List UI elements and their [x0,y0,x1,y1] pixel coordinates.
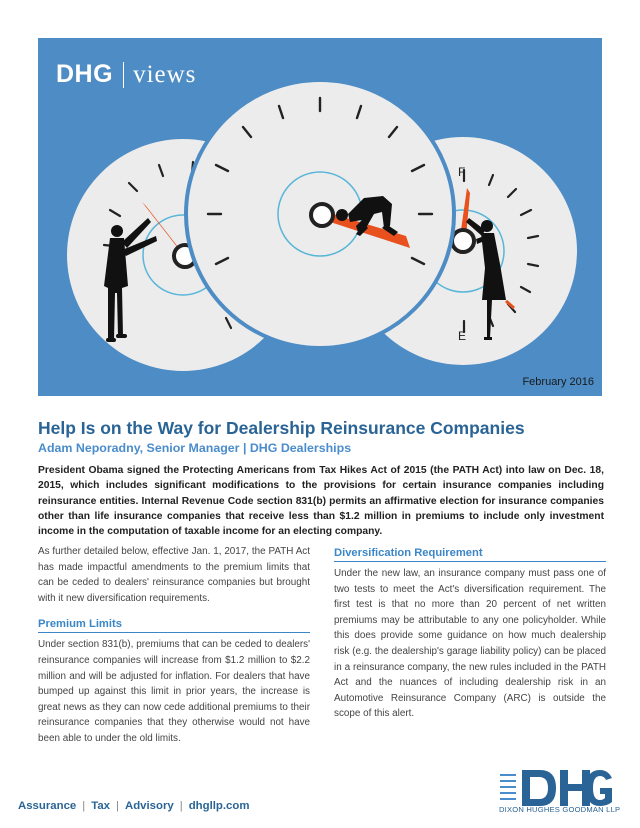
hero-banner [38,38,602,396]
intro-paragraph: As further detailed below, effective Jan. 1, 2017, the PATH Act has made impactful amendments to the premium limits that can be ceded to dealers' reinsurance companies but brought with it new diversification requirements. [38,546,310,604]
premium-limits-heading: Premium Limits [38,617,310,633]
brand-logo: DHG [56,60,114,88]
left-column [38,544,310,747]
gauges-illustration [38,38,602,396]
right-column [334,544,606,722]
article-byline: Adam Neporadny, Senior Manager | DHG Dealerships [38,441,352,455]
views-brand [56,60,196,89]
footer-link-website[interactable]: dhgllp.com [188,800,250,812]
brand-section: views [133,60,197,88]
publish-date: February 2016 [522,376,594,388]
footer-link-advisory[interactable]: Advisory [124,800,174,812]
article-title: Help Is on the Way for Dealership Reinsurance Companies [38,418,525,438]
article-lead: President Obama signed the Protecting Americans from Tax Hikes Act of 2015 (the PATH Act) into law on Dec. 18, 2015, which includes significant modifications to the provisions for certain insurance companies including reinsurance entities. Internal Revenue Code section 831(b) permits an affirmative election for insurance companies other than life insurance companies that receive less than $1.2 million in premiums to include only investment income in the computation of taxable income for an electing company. [38,465,604,538]
fuel-empty-label: E [458,329,467,343]
center-gauge [186,80,454,348]
logo-tagline: DIXON HUGHES GOODMAN LLP [499,805,621,814]
footer-separator: | [82,800,86,812]
footer-separator: | [116,800,119,812]
footer-links [18,800,249,812]
brand-divider [123,62,124,88]
footer-separator: | [179,800,183,812]
footer-link-tax[interactable]: Tax [91,800,111,812]
diversification-heading: Diversification Requirement [334,546,606,562]
premium-limits-body: Under section 831(b), premiums that can be ceded to dealers' reinsurance companies will increase from $1.2 million to $2.2 million and will be adjusted for inflation. For dealers that have bumped up against this limit in prior years, the increase is great news as they can now cede additional premiums to their reinsurance companies that they otherwise would not have been able to under the old limits. [38,639,310,744]
diversification-body: Under the new law, an insurance company must pass one of two tests to meet the Act's diversification requirement. The first test is that no more than 20 percent of net written premiums may be attributable to any one policyholder. While this does provide some guidance on how much dealership risk (e.g. the dealership's garage liability policy) can be placed in a reinsurance company, the new rules included in the PATH Act and the nuances of including dealership risk in an Automotive Reinsurance Company (ARC) is outside the scope of this alert. [334,568,606,720]
fuel-full-label: F [458,165,466,179]
footer-link-assurance[interactable]: Assurance [18,800,77,812]
